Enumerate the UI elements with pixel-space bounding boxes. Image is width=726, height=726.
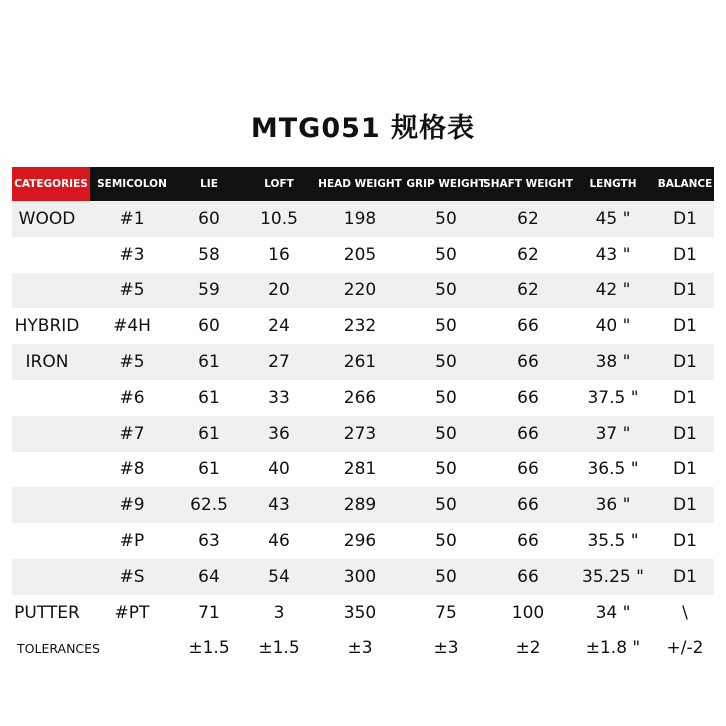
table-cell: 50: [435, 423, 457, 444]
table-cell: 59: [198, 280, 220, 301]
column-header: SHAFT WEIGHT: [483, 178, 573, 190]
category-cell: [12, 523, 90, 559]
table-cell: +/-2: [666, 638, 704, 659]
table-cell: D1: [673, 423, 697, 444]
table-cell: ±1.5: [258, 638, 300, 659]
table-cell: 261: [343, 352, 377, 373]
column-header: CATEGORIES: [12, 167, 90, 201]
table-row: [12, 237, 714, 273]
table-cell: D1: [673, 566, 697, 587]
table-cell: 40: [268, 459, 290, 480]
column-header: SEMICOLON: [97, 178, 167, 190]
table-cell: 40 ": [595, 316, 631, 337]
table-cell: 198: [343, 208, 377, 229]
table-cell: 46: [268, 531, 290, 552]
table-cell: #5: [119, 280, 145, 301]
column-header: BALANCE: [657, 178, 713, 190]
category-cell: [12, 308, 90, 344]
category-label: IRON: [25, 352, 69, 373]
table-cell: D1: [673, 208, 697, 229]
category-cell: [12, 201, 90, 237]
table-cell: 220: [343, 280, 377, 301]
table-cell: #8: [119, 459, 145, 480]
table-cell: 20: [268, 280, 290, 301]
table-cell: D1: [673, 495, 697, 516]
table-cell: 281: [343, 459, 377, 480]
category-cell: [12, 273, 90, 309]
table-cell: #1: [119, 208, 145, 229]
table-cell: 66: [517, 352, 539, 373]
table-cell: 42 ": [595, 280, 631, 301]
table-cell: ±1.5: [188, 638, 230, 659]
table-cell: D1: [673, 387, 697, 408]
table-cell: 60: [198, 316, 220, 337]
table-cell: 35.25 ": [582, 566, 644, 587]
table-row: [12, 595, 714, 631]
category-cell: [12, 631, 100, 667]
category-cell: [12, 416, 90, 452]
category-cell: [12, 380, 90, 416]
column-header: GRIP WEIGHT: [406, 178, 486, 190]
table-cell: 36.5 ": [587, 459, 639, 480]
table-cell: 45 ": [595, 208, 631, 229]
page-title: MTG051 规格表: [250, 113, 476, 144]
table-cell: D1: [673, 459, 697, 480]
table-row: [12, 308, 714, 344]
table-cell: 36 ": [595, 495, 631, 516]
table-cell: 50: [435, 244, 457, 265]
table-cell: #PT: [114, 602, 150, 623]
table-row: [12, 559, 714, 595]
table-cell: 43: [268, 495, 290, 516]
table-cell: 75: [435, 602, 457, 623]
table-cell: 63: [198, 531, 220, 552]
table-cell: D1: [673, 352, 697, 373]
table-cell: 38 ": [595, 352, 631, 373]
category-cell: [12, 344, 90, 380]
table-row: [12, 487, 714, 523]
table-cell: 3: [273, 602, 285, 623]
table-cell: 100: [511, 602, 545, 623]
table-cell: ±1.8 ": [585, 638, 641, 659]
table-cell: #6: [119, 387, 145, 408]
table-cell: 50: [435, 316, 457, 337]
table-cell: 50: [435, 280, 457, 301]
table-cell: #S: [119, 566, 145, 587]
column-header: LIE: [200, 178, 218, 190]
table-cell: 62: [517, 244, 539, 265]
table-cell: 66: [517, 423, 539, 444]
category-label: TOLERANCES: [17, 640, 100, 656]
category-cell: [12, 452, 90, 488]
table-cell: 66: [517, 316, 539, 337]
table-cell: ±3: [433, 638, 459, 659]
table-cell: 36: [268, 423, 290, 444]
table-cell: 66: [517, 387, 539, 408]
table-cell: 34 ": [595, 602, 631, 623]
table-cell: #5: [119, 352, 145, 373]
table-cell: #7: [119, 423, 145, 444]
table-header: [12, 167, 714, 201]
tolerances-row: [12, 631, 714, 667]
table-cell: 27: [268, 352, 290, 373]
column-header: LOFT: [264, 178, 294, 190]
table-cell: 60: [198, 208, 220, 229]
table-cell: #4H: [113, 316, 151, 337]
table-cell: 300: [343, 566, 377, 587]
table-row: [12, 452, 714, 488]
table-cell: 50: [435, 566, 457, 587]
column-header: HEAD WEIGHT: [318, 178, 402, 190]
category-label: WOOD: [18, 208, 76, 229]
table-cell: 58: [198, 244, 220, 265]
table-cell: 62: [517, 280, 539, 301]
table-cell: 37.5 ": [587, 387, 639, 408]
spec-table: [12, 167, 714, 666]
table-cell: [90, 631, 174, 667]
table-body: [12, 201, 714, 666]
category-cell: [12, 237, 90, 273]
table-cell: 50: [435, 387, 457, 408]
table-cell: 289: [343, 495, 377, 516]
table-cell: #P: [119, 531, 145, 552]
table-cell: 62.5: [190, 495, 228, 516]
table-cell: ±2: [515, 638, 541, 659]
table-cell: 66: [517, 566, 539, 587]
table-cell: 273: [343, 423, 377, 444]
table-cell: 16: [268, 244, 290, 265]
table-cell: 61: [198, 459, 220, 480]
table-cell: 50: [435, 495, 457, 516]
table-cell: 61: [198, 352, 220, 373]
table-cell: 64: [198, 566, 220, 587]
table-cell: 232: [343, 316, 377, 337]
table-cell: 37 ": [595, 423, 631, 444]
table-cell: ±3: [347, 638, 373, 659]
category-label: PUTTER: [14, 602, 80, 623]
table-cell: D1: [673, 316, 697, 337]
table-cell: 50: [435, 208, 457, 229]
table-cell: 266: [343, 387, 377, 408]
table-cell: 24: [268, 316, 290, 337]
table-cell: 62: [517, 208, 539, 229]
table-cell: 66: [517, 495, 539, 516]
category-cell: [12, 559, 90, 595]
table-cell: 50: [435, 531, 457, 552]
table-cell: D1: [673, 531, 697, 552]
table-cell: 66: [517, 531, 539, 552]
table-cell: 205: [343, 244, 377, 265]
table-cell: #9: [119, 495, 145, 516]
table-cell: 50: [435, 459, 457, 480]
table-cell: 43 ": [595, 244, 631, 265]
table-cell: 33: [268, 387, 290, 408]
table-cell: 35.5 ": [587, 531, 639, 552]
table-row: [12, 344, 714, 380]
table-row: [12, 201, 714, 237]
table-cell: D1: [673, 244, 697, 265]
table-row: [12, 416, 714, 452]
table-cell: 71: [198, 602, 220, 623]
table-row: [12, 273, 714, 309]
table-cell: 350: [343, 602, 377, 623]
table-cell: 61: [198, 423, 220, 444]
category-label: HYBRID: [14, 316, 80, 337]
category-cell: [12, 487, 90, 523]
table-cell: 61: [198, 387, 220, 408]
table-cell: 54: [268, 566, 290, 587]
table-cell: 10.5: [260, 208, 298, 229]
table-cell: 296: [343, 531, 377, 552]
table-row: [12, 380, 714, 416]
table-row: [12, 523, 714, 559]
table-cell: 50: [435, 352, 457, 373]
column-header: LENGTH: [589, 178, 637, 190]
table-cell: D1: [673, 280, 697, 301]
table-cell: #3: [119, 244, 145, 265]
table-cell: \: [682, 602, 688, 623]
table-cell: 66: [517, 459, 539, 480]
category-cell: [12, 595, 90, 631]
